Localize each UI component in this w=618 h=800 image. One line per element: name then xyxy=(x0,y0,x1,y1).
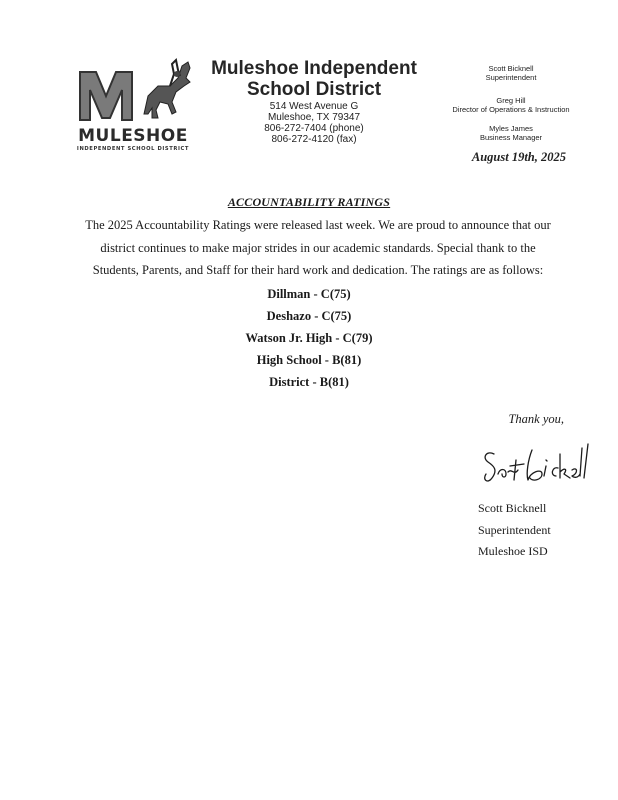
signature-graphic xyxy=(480,440,590,492)
staff-entry-business-manager xyxy=(426,124,596,142)
fax-number: 806-272-4120 (fax) xyxy=(271,134,357,145)
letter-paragraph: The 2025 Accountability Ratings were released last week. We are proud to announce that our district continues to make major strides in our academic standards. Special thank to the Students, Parents, and Staff for their hard work and dedication. The ratings are as follows: xyxy=(85,218,551,277)
rating-item: Watson Jr. High - C(79) xyxy=(245,331,373,345)
phone-number: 806-272-7404 (phone) xyxy=(264,123,364,134)
staff-name: Scott Bicknell xyxy=(488,64,534,73)
staff-title: Director of Operations & Instruction xyxy=(452,105,570,114)
handwritten-signature xyxy=(480,440,590,492)
signer-title: Superintendent xyxy=(478,522,551,537)
letter-date: August 19th, 2025 xyxy=(471,150,566,164)
district-name-line-1: Muleshoe Independent xyxy=(211,58,417,79)
signature-block xyxy=(478,498,598,563)
staff-entry-director xyxy=(426,96,596,114)
signer-name: Scott Bicknell xyxy=(478,501,547,515)
rating-item: Deshazo - C(75) xyxy=(266,309,352,323)
address-line-2: Muleshoe, TX 79347 xyxy=(267,112,361,123)
staff-entry-superintendent xyxy=(426,64,596,82)
district-name-line-2: School District xyxy=(246,79,382,100)
ratings-list xyxy=(0,283,618,393)
logo-subtitle: INDEPENDENT SCHOOL DISTRICT xyxy=(76,146,190,152)
rating-item: District - B(81) xyxy=(269,375,349,389)
logo-wordmark: MULESHOE xyxy=(78,126,188,146)
staff-name: Greg Hill xyxy=(496,96,526,105)
signer-organization: Muleshoe ISD xyxy=(478,544,548,558)
letter-heading: ACCOUNTABILITY RATINGS xyxy=(227,195,391,209)
rating-item: High School - B(81) xyxy=(256,353,362,367)
rating-item: Dillman - C(75) xyxy=(267,287,351,301)
address-line-1: 514 West Avenue G xyxy=(269,101,359,112)
district-name xyxy=(198,58,430,100)
staff-title: Business Manager xyxy=(479,133,543,142)
staff-title: Superintendent xyxy=(485,73,537,82)
closing-thanks: Thank you, xyxy=(508,412,564,426)
staff-name: Myles James xyxy=(489,124,533,133)
